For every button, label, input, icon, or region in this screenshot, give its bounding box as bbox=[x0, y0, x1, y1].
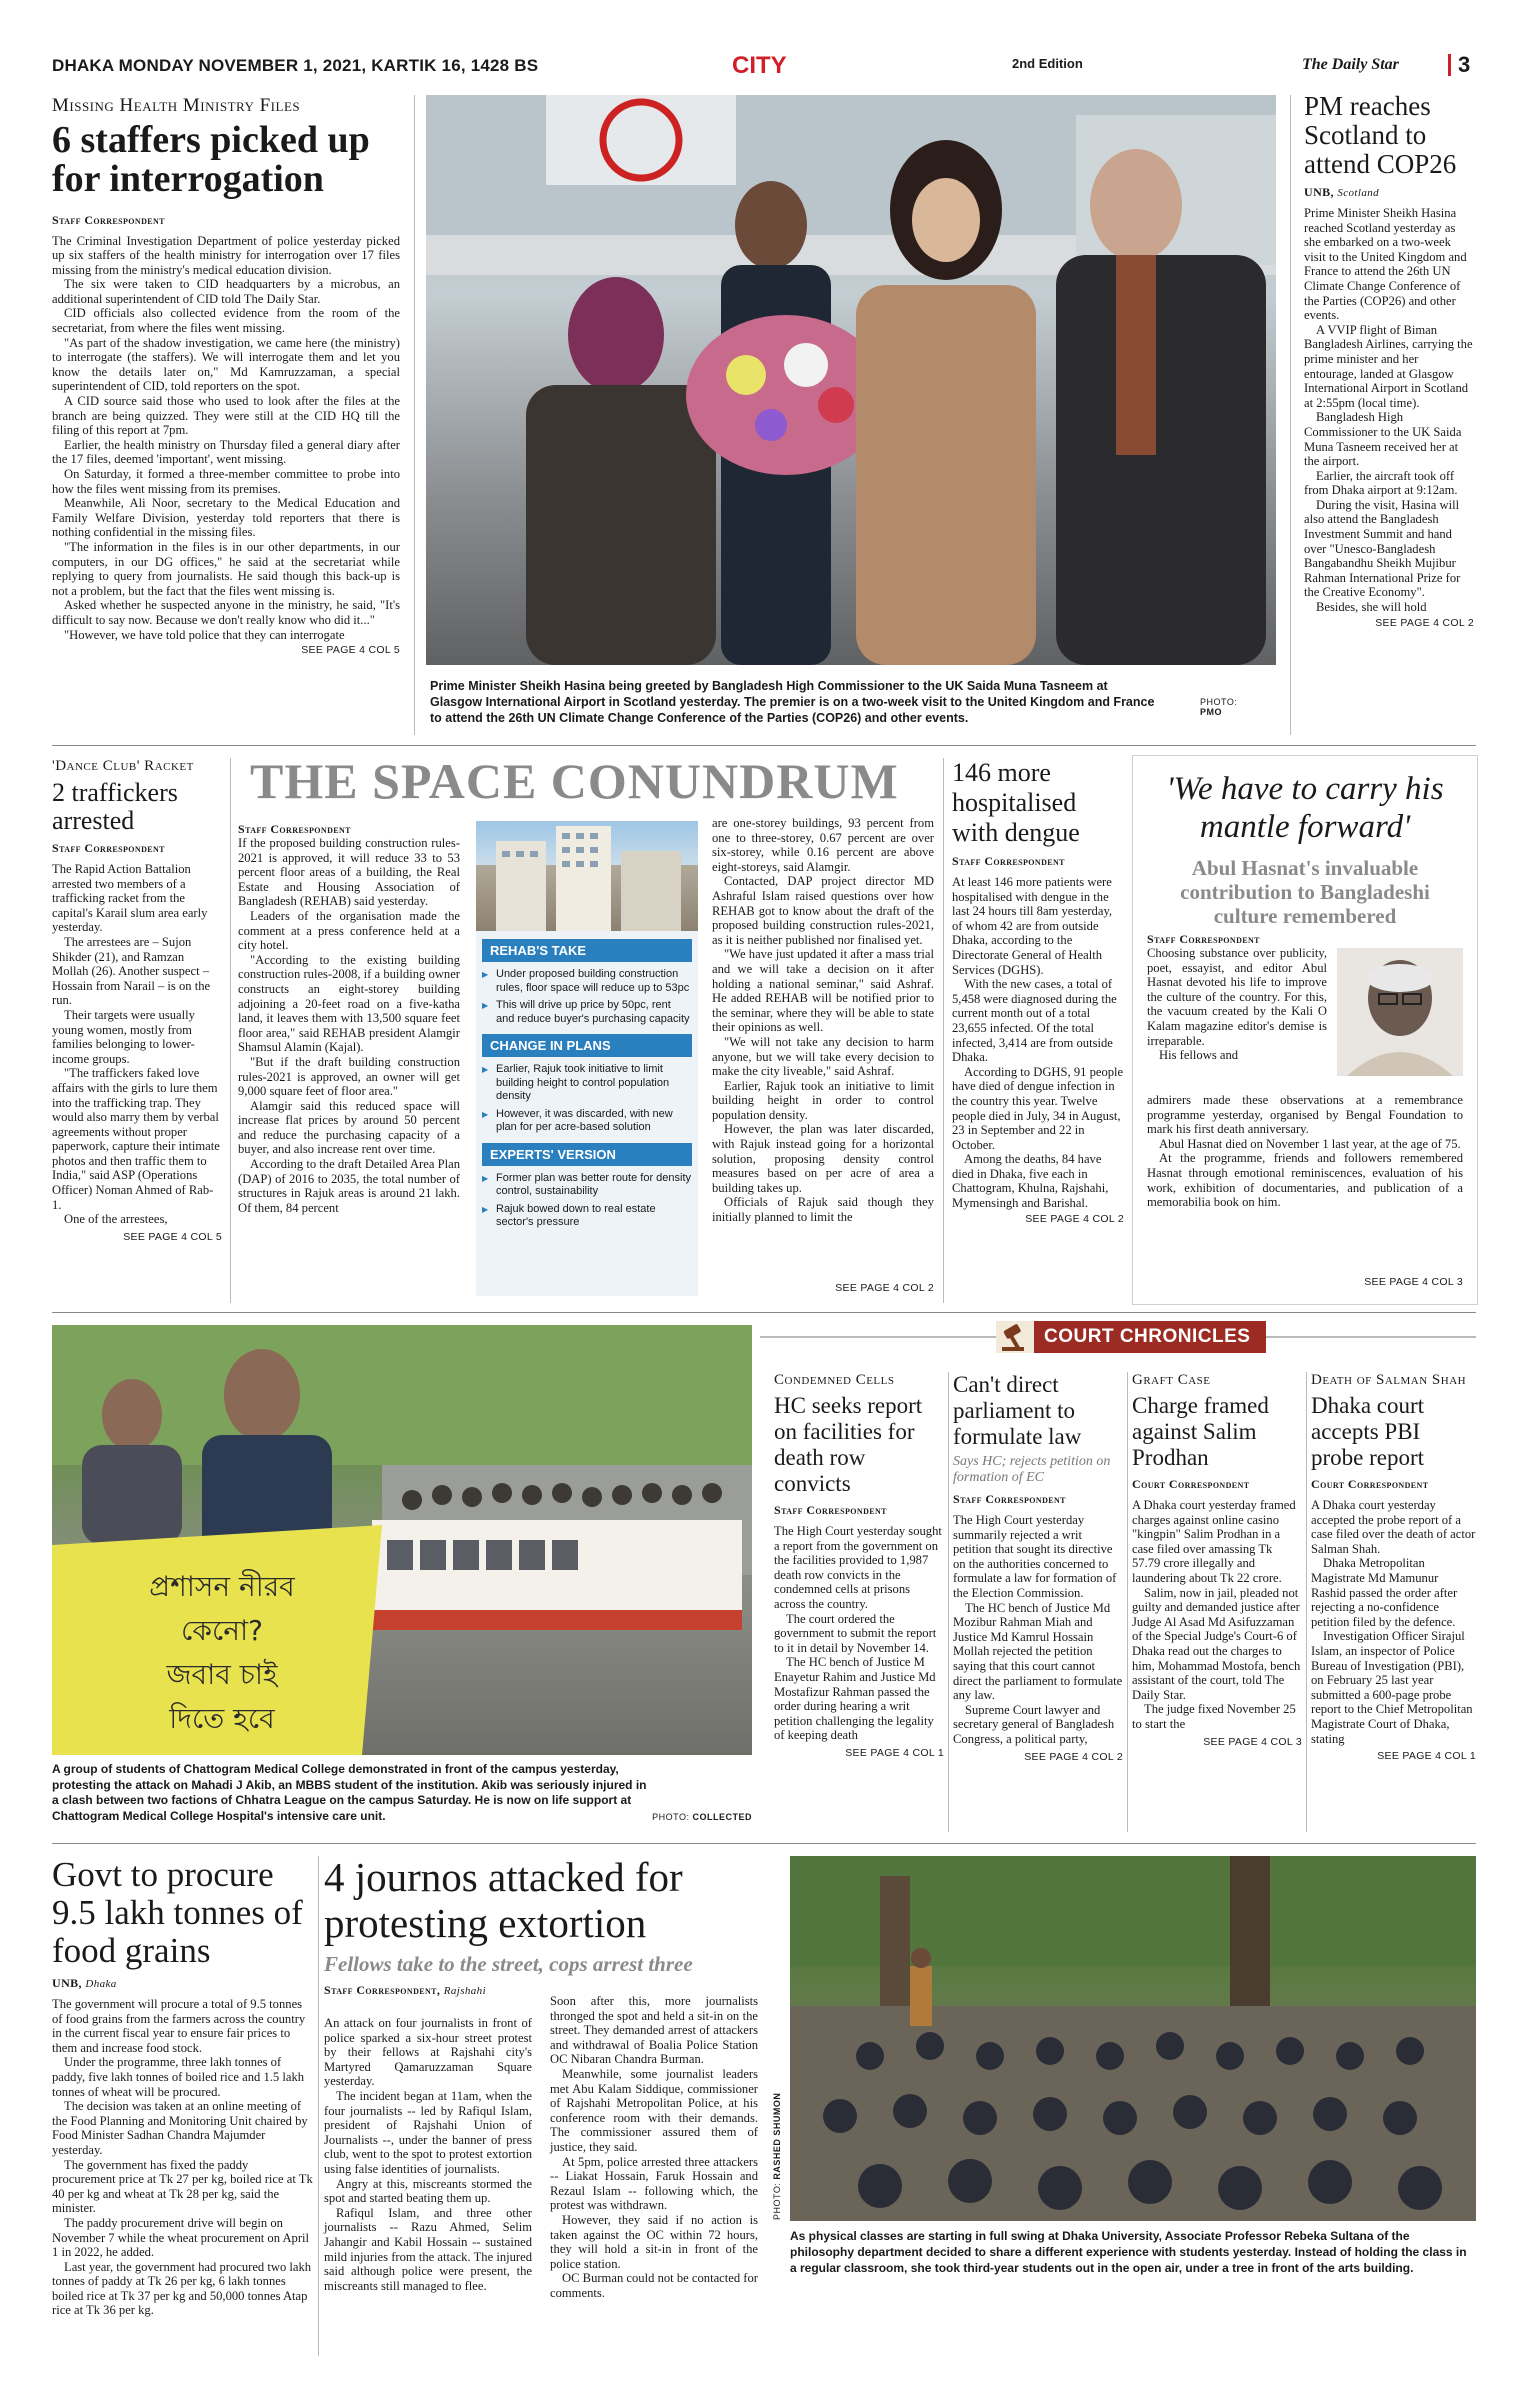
story-headline: 2 traffickers arrested bbox=[52, 778, 178, 835]
paragraph: Choosing substance over publicity, poet, essayist, and editor Abul Hasnat devoted his life to improve the culture of the country. For this, the vacuum created by the Kali O Kalam magazine editor's demise is irreparable. bbox=[1147, 946, 1327, 1048]
story-subhead: Abul Hasnat's invaluable contribution to Bangladeshi culture remembered bbox=[1180, 856, 1430, 928]
paragraph: If the proposed building construction rules-2021 is approved, it will reduce 33 to 53 percent floor areas of a building, the Real Estate and Housing Association of Bangladesh (REHAB) said yesterday. bbox=[238, 836, 460, 909]
story-headline: 'We have to carry his mantle forward' bbox=[1166, 771, 1444, 845]
paragraph: One of the arrestees, bbox=[64, 1212, 168, 1227]
paragraph: "According to the existing building construction rules-2008, if a building owner constructs an eight-storey building adjoining a 20-feet road on a five-katha land, it leaves them with 13,500 square feet floor area," said REHAB president Alamgir Shamsul Alamin (Kajal). bbox=[238, 952, 460, 1055]
photo-illustration bbox=[790, 1856, 1476, 2221]
paragraph: According to the draft Detailed Area Plan (DAP) of 2016 to 2035, the total number of structures in Rajuk areas is around 21 lakh. Of them, 84 percent bbox=[238, 1157, 460, 1215]
story-headline: PM reaches Scotland to attend COP26 bbox=[1304, 91, 1457, 179]
section-rule bbox=[52, 1312, 1476, 1313]
paragraph: Meanwhile, some journalist leaders met Abu Kalam Siddique, commissioner of Rajshahi Metropolitan Police, at his conference room with their demands. The commissioner assured them of justice, they said. bbox=[550, 2066, 758, 2154]
paragraph: His fellows and bbox=[1159, 1048, 1239, 1063]
story-body bbox=[1311, 1498, 1476, 1746]
story-body-col2 bbox=[712, 816, 934, 1225]
box-bullet: ▶ Former plan was better route for density control, sustainability bbox=[482, 1172, 692, 1199]
paragraph: At least 146 more patients were hospitalised with dengue in the last 24 hours till 8am yesterday, of whom 42 are from outside Dhaka, according to the Directorate General of Health Services (DGHS). bbox=[952, 875, 1113, 977]
paragraph: The arrestees are – Sujon Shikder (21), and Ramzan Mollah (26). Another suspect – Hossain from Narail – is on the run. bbox=[52, 934, 211, 1008]
story-kicker: Death of Salman Shah bbox=[1311, 1372, 1467, 1388]
paragraph: With the new cases, a total of 5,458 were diagnosed during the current month out of a total 23,655 infected. Of the total infected, 3,414 are from outside Dhaka. bbox=[952, 977, 1117, 1065]
story-byline: Staff Correspondent bbox=[52, 841, 165, 855]
byline-agency: UNB, bbox=[52, 1976, 82, 1990]
photo-credit-name: RASHED SHUMON bbox=[772, 2092, 782, 2180]
box-section-heading: EXPERTS' VERSION bbox=[482, 1143, 692, 1166]
story-dance-club bbox=[52, 758, 222, 1243]
paragraph: However, they said if no action is taken against the OC within 72 hours, they will hold a sit-in in front of the police station. bbox=[550, 2212, 758, 2271]
info-box bbox=[476, 821, 698, 1296]
paragraph: Asked whether he suspected anyone in the ministry, he said, "It's difficult to say now. Because we don't really know who did it..." bbox=[52, 598, 400, 627]
paragraph: Earlier, the health ministry on Thursday filed a general diary after the 17 files, deemed 'important', went missing. bbox=[52, 437, 400, 467]
story-subhead: Fellows take to the street, cops arrest three bbox=[324, 1952, 693, 1976]
masthead bbox=[52, 52, 1476, 82]
placard-line: জবাব চাই bbox=[166, 1658, 278, 1691]
court-story-condemned-cells bbox=[774, 1372, 944, 1759]
portrait-illustration bbox=[1337, 948, 1463, 1076]
story-body-col2 bbox=[550, 1994, 758, 2300]
logo-divider bbox=[1448, 54, 1451, 76]
paragraph: The High Court yesterday sought a report from the government on the facilities provided to 1,987 death row convicts in the condemned cells at prisons across the country. bbox=[774, 1524, 942, 1611]
paragraph: According to DGHS, 91 people have died of dengue infection in the country this year. Twelve people died in July, 34 in August, 23 in September and 22 in October. bbox=[952, 1064, 1124, 1152]
story-body-col1 bbox=[324, 2016, 532, 2293]
paragraph: Meanwhile, Ali Noor, secretary to the Medical Education and Family Welfare Division, yesterday told reporters that there is nothing confidential in the missing files. bbox=[52, 496, 400, 540]
paragraph: The court ordered the government to submit the report to it in detail by November 14. bbox=[774, 1611, 937, 1655]
paragraph: Earlier, Rajuk took an initiative to limit building height in order to control population density. bbox=[712, 1078, 934, 1122]
paragraph: "The traffickers faked love affairs with the girls to lure them into the trafficking trap. They would also marry them by verbal agreements without proper paperwork, capture their intimate photos and then traffic them to India," said ASP (Operations Officer) Noman Ahmed of Rab-1. bbox=[52, 1066, 220, 1212]
paragraph: Besides, she will hold bbox=[1316, 600, 1427, 615]
story-byline: Court Correspondent bbox=[1132, 1477, 1250, 1491]
photo-illustration bbox=[426, 95, 1276, 665]
paragraph: However, the plan was later discarded, with Rajuk instead going for a horizontal solution, proposing density control measures based on per acre of area a building takes up. bbox=[712, 1122, 934, 1195]
story-headline: Charge framed against Salim Prodhan bbox=[1132, 1393, 1269, 1470]
column-rule bbox=[230, 758, 231, 1303]
continued-link[interactable]: SEE PAGE 4 COL 2 bbox=[1025, 1212, 1124, 1225]
paragraph: The decision was taken at an online meeting of the Food Planning and Monitoring Unit chaired by Food Minister Sadhan Chandra Majumder yesterday. bbox=[52, 2099, 308, 2157]
column-rule bbox=[1290, 95, 1291, 735]
paragraph: A Dhaka court yesterday framed charges against online casino "kingpin" Salim Prodhan in a case filed over amassing Tk 57.79 crore illegally and laundering about Tk 22 crore. bbox=[1132, 1498, 1296, 1585]
paragraph: "The information in the files is in our other departments, in our computers, in our DG offices," he said at the secretariat while replying to query from journalists. He said though this back-up is not a problem, but the fact that the files went missing is. bbox=[52, 539, 400, 598]
paragraph: "But if the draft building construction rules-2021 is approved, an owner will get 9,000 square feet of floor area." bbox=[238, 1054, 460, 1099]
story-body-top bbox=[1147, 946, 1327, 1063]
court-story-parliament-law bbox=[953, 1372, 1123, 1763]
photo-credit-label: PHOTO: bbox=[772, 2182, 782, 2220]
column-rule bbox=[948, 1372, 949, 1832]
page-number: 3 bbox=[1458, 52, 1471, 77]
paragraph: "As part of the shadow investigation, we came here (the ministry) to interrogate (the staffers). We will interrogate them and let you know the details later on," Md Kamruzzaman, a special superintendent of CID, told reporters on the spot. bbox=[52, 335, 400, 394]
continued-link[interactable]: SEE PAGE 4 COL 3 bbox=[1364, 1276, 1463, 1288]
paragraph: Among the deaths, 84 have died in Dhaka, five each in Chattogram, Khulna, Rajshahi, Mymensingh and Barishal. bbox=[952, 1152, 1109, 1211]
paragraph: Contacted, DAP project director MD Ashraful Islam raised questions over how REHAB got to know about the draft of the proposed building construction rules-2021, as it is neither published nor finalised yet. bbox=[712, 874, 934, 947]
story-subhead: Says HC; rejects petition on formation of EC bbox=[953, 1454, 1111, 1485]
story-body-col1 bbox=[238, 836, 460, 1215]
story-kicker: Graft Case bbox=[1132, 1372, 1211, 1388]
story-body bbox=[52, 234, 400, 643]
story-body bbox=[953, 1513, 1123, 1747]
column-rule bbox=[943, 758, 944, 1303]
photo-credit bbox=[1200, 697, 1270, 717]
court-banner-title: COURT CHRONICLES bbox=[1044, 1326, 1251, 1347]
paragraph: Officials of Rajuk said though they initially planned to limit the bbox=[712, 1195, 934, 1225]
photo-caption: Prime Minister Sheikh Hasina being greeted by Bangladesh High Commissioner to the UK Saida Muna Tasneem at Glasgow International Airport in Scotland yesterday. The premier is on a two-week visit to the United Kingdom and France to attend the 26th UN Climate Change Conference of the Parties (COP26) and other events. bbox=[430, 679, 1155, 725]
edition-label: 2nd Edition bbox=[1012, 56, 1083, 71]
story-headline: Govt to procure 9.5 lakh tonnes of food grains bbox=[52, 1855, 303, 1970]
court-banner bbox=[760, 1317, 1476, 1357]
court-story-salim-prodhan bbox=[1132, 1372, 1302, 1748]
paragraph: Last year, the government had procured two lakh tonnes of paddy at Tk 26 per kg, 6 lakh tonnes boiled rice at Tk 37 per kg and 50,000 tonnes Atap rice at Tk 36 per kg. bbox=[52, 2259, 312, 2318]
story-byline: Staff Correspondent bbox=[952, 854, 1065, 868]
paragraph: Alamgir said this reduced space will increase flat prices by around 50 percent and reduce the purchasing capacity of a buyer, and also increase rent over time. bbox=[238, 1098, 460, 1157]
section-rule bbox=[52, 745, 1476, 746]
placard-line: দিতে হবে bbox=[169, 1702, 275, 1735]
placard-line: কেনো? bbox=[181, 1614, 263, 1647]
byline-place: Scotland bbox=[1337, 187, 1380, 199]
photo-protest bbox=[52, 1325, 752, 1755]
paragraph: "We have just updated it after a mass trial and we will take a decision on it after holding a national seminar," said Ashraf. He added REHAB will be notified prior to the seminar, where they will be able to state their opinions as well. bbox=[712, 947, 934, 1035]
paragraph: At the programme, friends and followers remembered Hasnat through emotional reminiscences, evaluation of his work, exhibition of documentaries, and publication of a memorabilia book on him. bbox=[1147, 1151, 1463, 1210]
byline-place: Rajshahi bbox=[443, 1985, 487, 1997]
box-bullet: ▶ Under proposed building construction rules, floor space will reduce up to 53pc bbox=[482, 968, 692, 995]
story-body-bottom bbox=[1147, 1093, 1463, 1210]
story-missing-files bbox=[52, 95, 400, 656]
story-headline: HC seeks report on facilities for death row convicts bbox=[774, 1393, 923, 1496]
paragraph: On Saturday, it formed a three-member committee to probe into how the files went missing from its premises. bbox=[52, 467, 400, 496]
column-rule bbox=[318, 1856, 319, 2356]
story-headline: 6 staffers picked up for interrogation bbox=[52, 119, 370, 200]
paragraph: Leaders of the organisation made the comment at a press conference held at a city hotel. bbox=[238, 908, 460, 953]
paragraph: The government has fixed the paddy procurement price at Tk 27 per kg, boiled rice at Tk 40 per kg and wheat at Tk 28 per kg, said the minister. bbox=[52, 2157, 313, 2216]
paragraph: The judge fixed November 25 to start the bbox=[1132, 1702, 1296, 1731]
paragraph: Rafiqul Islam, and three other journalists -- Razu Ahmed, Selim Jahangir and Kabil Hossain -- sustained mild injuries from the attack. The injured said although police were present, the miscreants still managed to flee. bbox=[324, 2205, 532, 2293]
story-byline: Staff Correspondent bbox=[774, 1503, 887, 1517]
byline-place: Dhaka bbox=[85, 1978, 117, 1990]
portrait-photo bbox=[1337, 948, 1463, 1076]
paragraph: At 5pm, police arrested three attackers -- Liakat Hossain, Faruk Hossain and Rezaul Islam -- following which, the protest was withdrawn. bbox=[550, 2154, 758, 2213]
story-dengue bbox=[952, 758, 1124, 1225]
paragraph: Earlier, the aircraft took off from Dhaka airport at 9:12am. bbox=[1304, 468, 1458, 498]
box-bullet: ▶ However, it was discarded, with new plan for per acre-based solution bbox=[482, 1108, 692, 1135]
byline-agency: UNB, bbox=[1304, 185, 1334, 199]
story-headline: THE SPACE CONUNDRUM bbox=[250, 753, 899, 809]
paragraph: The paddy procurement drive will begin on November 7 while the wheat procurement on April 1 in 2022, he added. bbox=[52, 2215, 310, 2260]
story-byline: Staff Correspondent bbox=[1147, 932, 1260, 946]
story-body bbox=[1304, 206, 1474, 615]
paragraph: The Rapid Action Battalion arrested two members of a trafficking racket from the capital's Karail slum area early yesterday. bbox=[52, 862, 208, 935]
paragraph: are one-storey buildings, 93 percent from one to three-storey, 0.67 percent are over six-storey, while 0.16 percent are above eight-storeys, said Alamgir. bbox=[712, 816, 934, 874]
box-photo bbox=[476, 821, 698, 931]
paragraph: The incident began at 11am, when the four journalists -- led by Rafiqul Islam, president of Rajshahi Union of Journalists --, under the banner of press club, went to the spot to protest extortion using false identities of journalists. bbox=[324, 2088, 532, 2176]
paragraph: Bangladesh High Commissioner to the UK Saida Muna Tasneem received her at the airport. bbox=[1304, 410, 1462, 469]
story-byline: Court Correspondent bbox=[1311, 1477, 1429, 1491]
paragraph: Abul Hasnat died on November 1 last year, at the age of 75. bbox=[1159, 1136, 1461, 1151]
continued-link[interactable]: SEE PAGE 4 COL 2 bbox=[835, 1282, 934, 1294]
continued-link[interactable]: SEE PAGE 4 COL 3 bbox=[1203, 1735, 1302, 1748]
paragraph: The High Court yesterday summarily rejected a writ petition that sought its directive on the authorities concerned to formulate a law for formation of the Election Commission. bbox=[953, 1513, 1117, 1600]
story-byline bbox=[52, 1976, 314, 1991]
photo-caption: As physical classes are starting in full swing at Dhaka University, Associate Professor Rebeka Sultana of the philosophy department decided to share a different experience with students yesterday. Instead of holding the class in a regular classroom, she took third-year students out in the open air, under a tree in front of the arts building. bbox=[790, 2229, 1467, 2275]
continued-link[interactable]: SEE PAGE 4 COL 5 bbox=[123, 1230, 222, 1243]
story-kicker: Missing Health Ministry Files bbox=[52, 95, 301, 116]
paragraph: The Criminal Investigation Department of police yesterday picked up six staffers of the health ministry for interrogation over 17 files missing from the ministry's medical education division. bbox=[52, 233, 400, 277]
placard-text bbox=[102, 1565, 342, 1741]
paragraph: CID officials also collected evidence from the room of the secretariat, from where the files went missing. bbox=[52, 306, 400, 336]
story-byline: Staff Correspondent bbox=[52, 212, 165, 227]
continued-link[interactable]: SEE PAGE 4 COL 2 bbox=[1375, 616, 1474, 629]
paragraph: Dhaka Metropolitan Magistrate Md Mamunur Rashid passed the order after rejecting a no-confidence petition filed by the defence. bbox=[1311, 1556, 1458, 1629]
story-space-conundrum bbox=[238, 753, 938, 1301]
paragraph: "We will not take any decision to harm anyone, but we will take every decision to make the city liveable," said Ashraf. bbox=[712, 1034, 934, 1079]
byline-author: Staff Correspondent, bbox=[324, 1983, 441, 1997]
story-food-grains bbox=[52, 1856, 314, 2318]
paragraph: The six were taken to CID headquarters by a microbus, an additional superintendent of CID told The Daily Star. bbox=[52, 277, 400, 306]
section-rule bbox=[52, 1843, 1476, 1844]
continued-link[interactable]: SEE PAGE 4 COL 2 bbox=[1024, 1750, 1123, 1763]
story-byline: Staff Correspondent bbox=[238, 822, 351, 836]
story-headline: Dhaka court accepts PBI probe report bbox=[1311, 1393, 1425, 1470]
story-pm-scotland bbox=[1304, 92, 1474, 629]
paragraph: The government will procure a total of 9.5 tonnes of food grains from the farmers across the country in the current fiscal year to ensure fair prices to them and increase food stock. bbox=[52, 1997, 306, 2055]
photo-credit bbox=[768, 2010, 788, 2220]
story-journos-attacked bbox=[324, 1854, 764, 2300]
box-bullet: ▶ This will drive up price by 50pc, rent and reduce buyer's purchasing capacity bbox=[482, 999, 692, 1026]
box-bullet: ▶ Earlier, Rajuk took initiative to limit building height to control population density bbox=[482, 1063, 692, 1104]
paragraph: Investigation Officer Sirajul Islam, an inspector of Police Bureau of Investigation (PBI), on February 25 last year submitted a 600-page probe report to the Chief Metropolitan Magistrate Court of Dhaka, stating bbox=[1311, 1629, 1473, 1746]
paragraph: Their targets were usually young women, mostly from families belonging to lower-income groups. bbox=[52, 1007, 195, 1066]
paragraph: An attack on four journalists in front of police sparked a six-hour street protest by their fellows at Rajshahi city's Martyred Qamaruzzaman Square yesterday. bbox=[324, 2016, 532, 2089]
paragraph: OC Burman could not be contacted for comments. bbox=[550, 2271, 758, 2300]
story-body bbox=[52, 1997, 314, 2318]
court-banner-box bbox=[996, 1321, 1266, 1353]
photo-credit-name: PMO bbox=[1200, 707, 1223, 717]
paragraph: Soon after this, more journalists thronged the spot and held a sit-in on the street. They demanded arrest of attackers and withdrawal of Boalia Police Station OC Nibaran Chandra Burman. bbox=[550, 1994, 758, 2067]
photo-open-air-class bbox=[790, 1856, 1476, 2221]
photo-caption: A group of students of Chattogram Medical College demonstrated in front of the campus yesterday, protesting the attack on Mahadi J Akib, an MBBS student of the institution. Akib was seriously injured in a clash between two factions of Chhatra League on the campus Saturday. He is now on life support at Chattogram Medical College Hospital's intensive care unit. bbox=[52, 1762, 647, 1823]
paragraph: A CID source said those who used to look after the files at the branch are being quizzed. They were still at the CID HQ till the filing of this report at 7pm. bbox=[52, 394, 400, 438]
newspaper-logo: The Daily Star bbox=[1302, 56, 1399, 73]
column-rule bbox=[1306, 1372, 1307, 1832]
story-headline: Can't direct parliament to formulate law bbox=[953, 1372, 1082, 1449]
gavel-icon bbox=[996, 1321, 1034, 1353]
placard-line: প্রশাসন নীরব bbox=[149, 1570, 295, 1603]
box-section-heading: CHANGE IN PLANS bbox=[482, 1034, 692, 1057]
section-label: CITY bbox=[732, 52, 787, 79]
dateline: DHAKA MONDAY NOVEMBER 1, 2021, KARTIK 16, 1428 BS bbox=[52, 56, 539, 75]
continued-link[interactable]: SEE PAGE 4 COL 5 bbox=[301, 644, 400, 657]
story-headline: 4 journos attacked for protesting extortion bbox=[324, 1854, 683, 1946]
paragraph: admirers made these observations at a remembrance programme yesterday, organised by Bengal Foundation to mark his first death anniversary. bbox=[1147, 1093, 1463, 1137]
story-headline: 146 more hospitalised with dengue bbox=[952, 758, 1080, 847]
photo-credit bbox=[640, 1812, 752, 1822]
paragraph: During the visit, Hasina will also attend the Bangladesh Investment Summit and hand over "Unesco-Bangladesh Bangabandhu Sheikh Mujibur Rahman International Prize for the Creative Economy". bbox=[1304, 497, 1461, 600]
paragraph: "However, we have told police that they can interrogate bbox=[64, 627, 345, 642]
box-section-heading: REHAB'S TAKE bbox=[482, 939, 692, 962]
column-rule bbox=[414, 95, 415, 735]
building-photo bbox=[476, 821, 698, 931]
photo-pm-arrival bbox=[426, 95, 1276, 665]
paragraph: The HC bench of Justice M Enayetur Rahim and Justice Md Mostafizur Rahman passed the order during hearing a writ petition challenging the legality of keeping death bbox=[774, 1655, 936, 1743]
paragraph: A Dhaka court yesterday accepted the probe report of a case filed over the death of actor Salman Shah. bbox=[1311, 1498, 1476, 1556]
story-body bbox=[774, 1524, 944, 1743]
paragraph: A VVIP flight of Biman Bangladesh Airlines, carrying the prime minister and her entourage, landed at Glasgow International Airport in Scotland at 2:55pm (local time). bbox=[1304, 322, 1473, 410]
box-bullet: ▶ Rajuk bowed down to real estate sector's pressure bbox=[482, 1203, 692, 1230]
story-body bbox=[1132, 1498, 1302, 1732]
continued-link[interactable]: SEE PAGE 4 COL 1 bbox=[845, 1746, 944, 1759]
paragraph: Under the programme, three lakh tonnes of paddy, five lakh tonnes of boiled rice and 1.5 lakh tonnes of wheat will be procured. bbox=[52, 2055, 305, 2099]
story-body bbox=[952, 875, 1124, 1211]
paragraph: The HC bench of Justice Md Mozibur Rahman Miah and Justice Md Kamrul Hossain Mollah rejected the petition saying that this court cannot direct the parliament to formulate any law. bbox=[953, 1600, 1123, 1703]
paragraph: Supreme Court lawyer and secretary general of Bangladesh Congress, a political party, bbox=[953, 1702, 1115, 1746]
photo-credit-label: PHOTO: bbox=[1200, 697, 1238, 707]
story-byline bbox=[1304, 185, 1474, 200]
story-abul-hasnat bbox=[1132, 755, 1478, 1305]
paragraph: Angry at this, miscreants stormed the spot and started beating them up. bbox=[324, 2176, 532, 2206]
paragraph: Prime Minister Sheikh Hasina reached Scotland yesterday as she embarked on a two-week visit to the United Kingdom and France to attend the 26th UN Climate Change Conference of the Parties (COP26) and other events. bbox=[1304, 206, 1467, 323]
paragraph: Salim, now in jail, pleaded not guilty and demanded justice after Judge Al Asad Md Asifuzzaman of the Special Judge's Court-6 of Dhaka read out the charges to him, Mohammad Mostofa, bench assistant of the court, told The Daily Star. bbox=[1132, 1585, 1301, 1702]
story-body bbox=[52, 862, 222, 1227]
photo-credit-label: PHOTO: bbox=[652, 1812, 690, 1822]
story-kicker: Condemned Cells bbox=[774, 1372, 895, 1388]
column-rule bbox=[1127, 1372, 1128, 1832]
story-byline: Staff Correspondent bbox=[953, 1492, 1066, 1506]
story-kicker: 'Dance Club' Racket bbox=[52, 758, 194, 774]
court-story-salman-shah bbox=[1311, 1372, 1476, 1762]
continued-link[interactable]: SEE PAGE 4 COL 1 bbox=[1377, 1750, 1476, 1763]
photo-credit-name: COLLECTED bbox=[692, 1812, 752, 1822]
